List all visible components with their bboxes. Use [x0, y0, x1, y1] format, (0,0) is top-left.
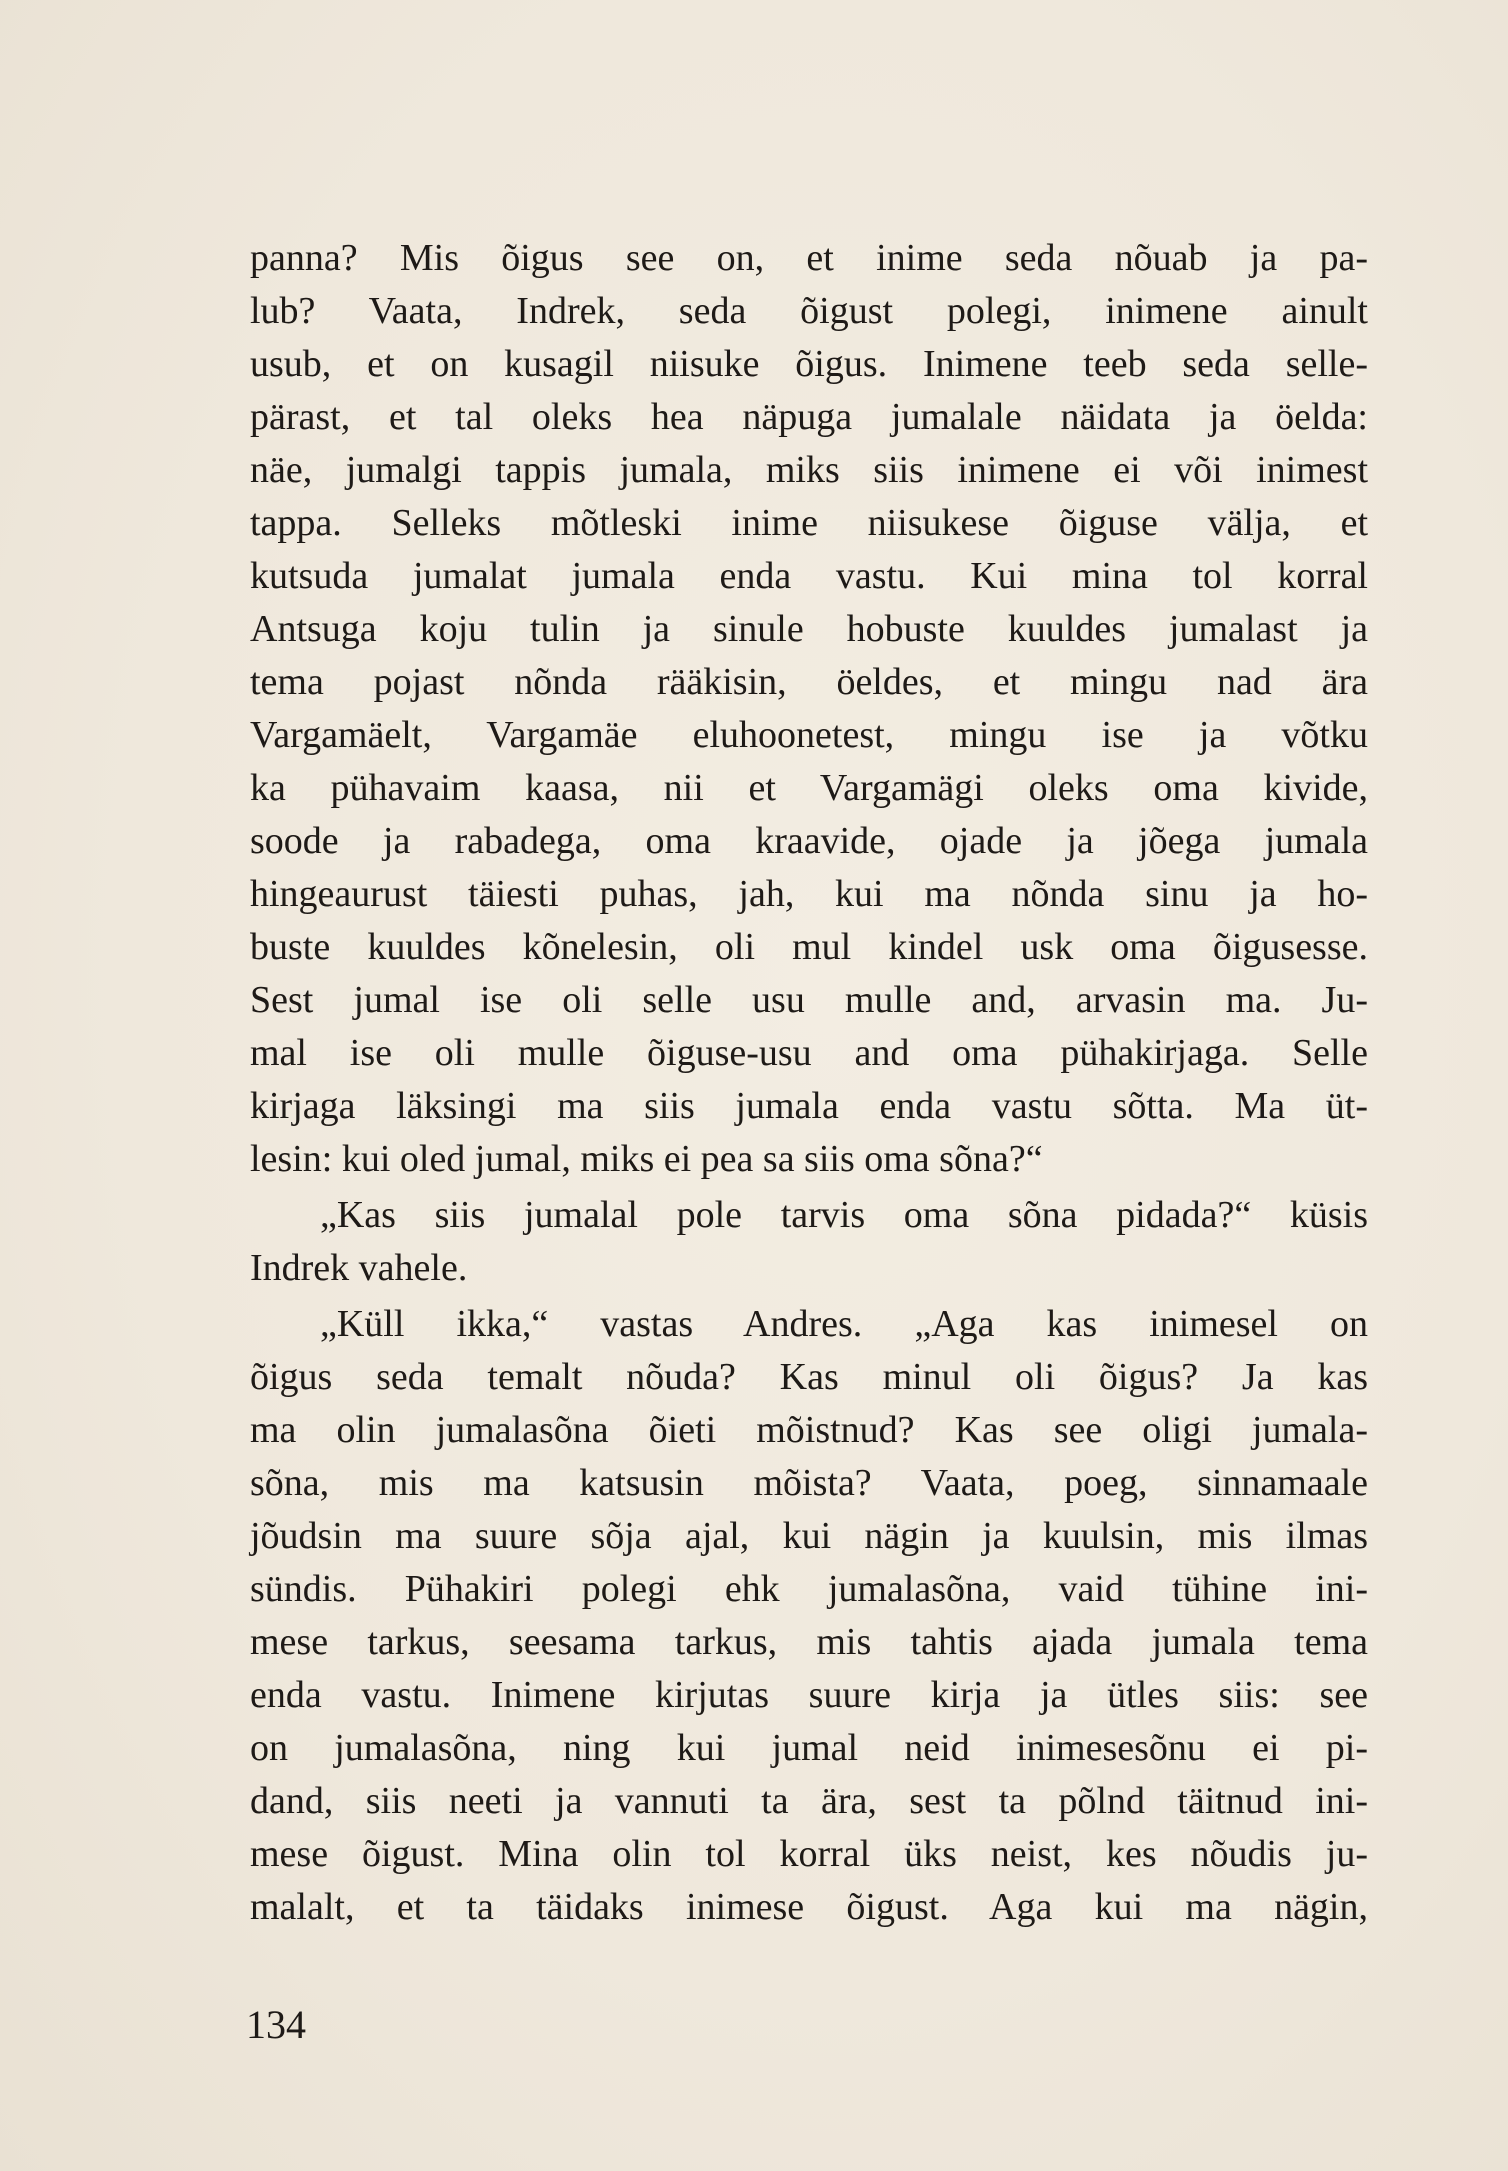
text-line: jõudsin ma suure sõja ajal, kui nägin ja kuulsin, mis ilmas — [250, 1515, 1368, 1557]
text-line: on jumalasõna, ning kui jumal neid inimesesõnu ei pi- — [250, 1727, 1368, 1769]
text-line: lub? Vaata, Indrek, seda õigust polegi, inimene ainult — [250, 290, 1368, 332]
text-line: õigus seda temalt nõuda? Kas minul oli õigus? Ja kas — [250, 1356, 1368, 1398]
text-line: mese õigust. Mina olin tol korral üks neist, kes nõudis ju- — [250, 1833, 1368, 1875]
body-text — [250, 232, 1368, 1934]
text-line: tema pojast nõnda rääkisin, öeldes, et mingu nad ära — [250, 661, 1368, 703]
text-line: mese tarkus, seesama tarkus, mis tahtis ajada jumala tema — [250, 1621, 1368, 1663]
text-line: malalt, et ta täidaks inimese õigust. Aga kui ma nägin, — [250, 1886, 1368, 1928]
text-line: dand, siis neeti ja vannuti ta ära, sest ta põlnd täitnud ini- — [250, 1780, 1368, 1822]
text-line: mal ise oli mulle õiguse-usu and oma pühakirjaga. Selle — [250, 1032, 1368, 1074]
text-line: Indrek vahele. — [250, 1247, 468, 1289]
text-line: hingeaurust täiesti puhas, jah, kui ma nõnda sinu ja ho- — [250, 873, 1368, 915]
text-line: „Küll ikka,“ vastas Andres. „Aga kas inimesel on — [320, 1303, 1368, 1345]
text-line: soode ja rabadega, oma kraavide, ojade ja jõega jumala — [250, 820, 1368, 862]
text-line: sõna, mis ma katsusin mõista? Vaata, poeg, sinnamaale — [250, 1462, 1368, 1504]
text-line: kirjaga läksingi ma siis jumala enda vastu sõtta. Ma üt- — [250, 1085, 1368, 1127]
text-line: Antsuga koju tulin ja sinule hobuste kuuldes jumalast ja — [250, 608, 1368, 650]
text-line: näe, jumalgi tappis jumala, miks siis inimene ei või inimest — [250, 449, 1368, 491]
text-line: lesin: kui oled jumal, miks ei pea sa siis oma sõna?“ — [250, 1138, 1043, 1180]
text-line: usub, et on kusagil niisuke õigus. Inimene teeb seda selle- — [250, 343, 1368, 385]
text-line: Vargamäelt, Vargamäe eluhoonetest, mingu ise ja võtku — [250, 714, 1368, 756]
text-line: pärast, et tal oleks hea näpuga jumalale näidata ja öelda: — [250, 396, 1368, 438]
text-line: enda vastu. Inimene kirjutas suure kirja ja ütles siis: see — [250, 1674, 1368, 1716]
page-number: 134 — [246, 2002, 306, 2047]
text-line: ka pühavaim kaasa, nii et Vargamägi oleks oma kivide, — [250, 767, 1368, 809]
text-line: buste kuuldes kõnelesin, oli mul kindel usk oma õigusesse. — [250, 926, 1368, 968]
text-line: sündis. Pühakiri polegi ehk jumalasõna, vaid tühine ini- — [250, 1568, 1368, 1610]
text-line: panna? Mis õigus see on, et inime seda nõuab ja pa- — [250, 237, 1368, 279]
text-line: ma olin jumalasõna õieti mõistnud? Kas see oligi jumala- — [250, 1409, 1368, 1451]
text-line: „Kas siis jumalal pole tarvis oma sõna pidada?“ küsis — [320, 1194, 1368, 1236]
text-line: tappa. Selleks mõtleski inime niisukese õiguse välja, et — [250, 502, 1368, 544]
text-line: Sest jumal ise oli selle usu mulle and, arvasin ma. Ju- — [250, 979, 1368, 1021]
text-line: kutsuda jumalat jumala enda vastu. Kui mina tol korral — [250, 555, 1368, 597]
